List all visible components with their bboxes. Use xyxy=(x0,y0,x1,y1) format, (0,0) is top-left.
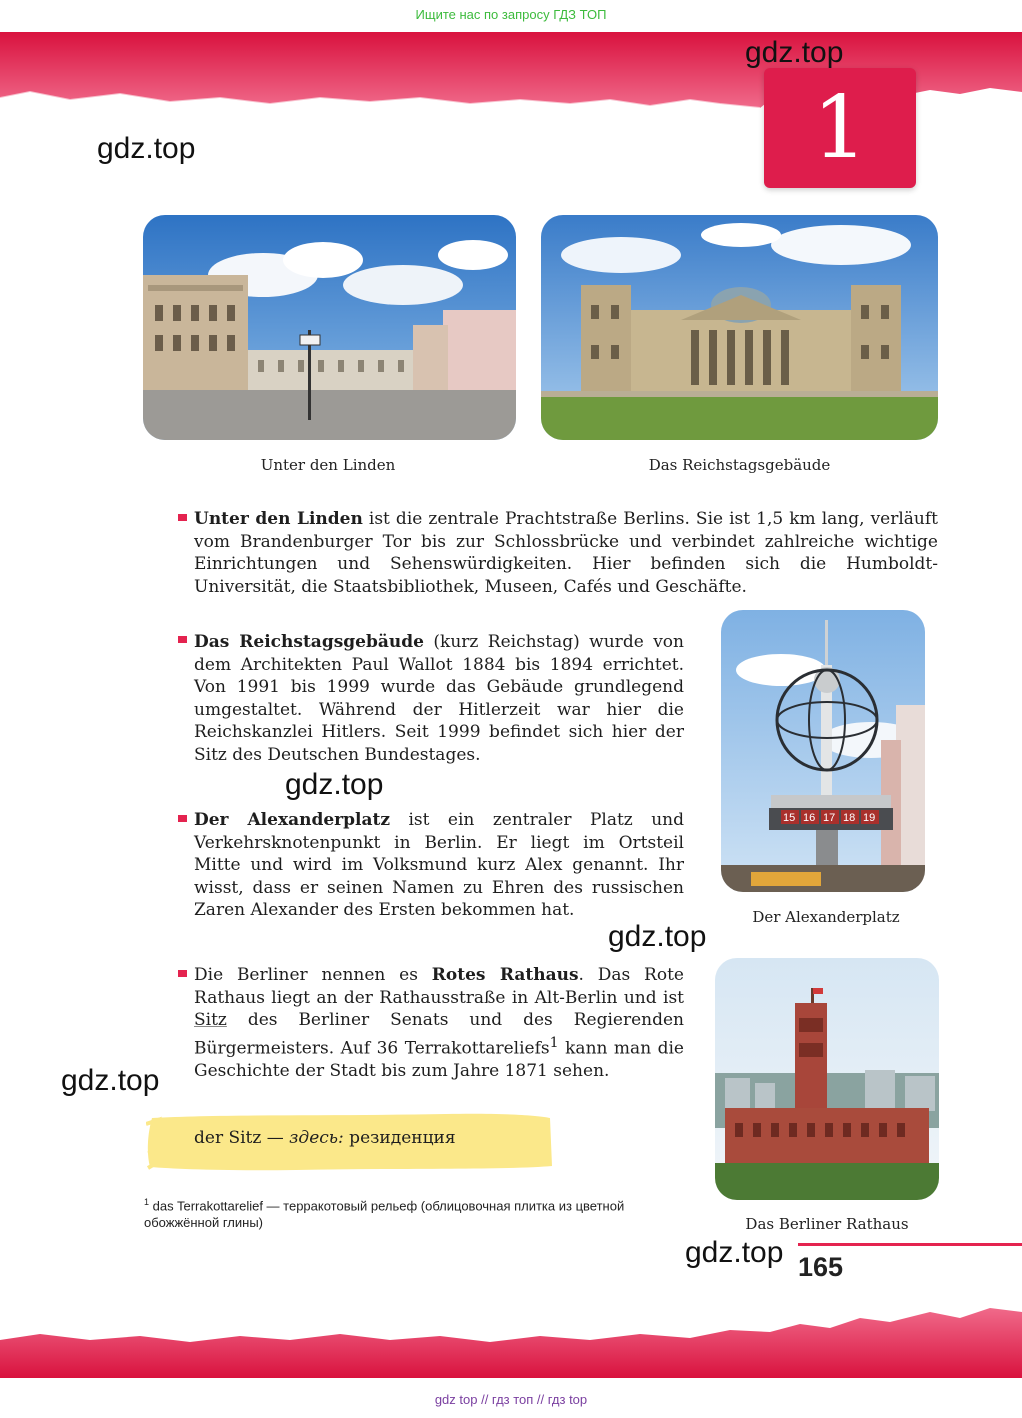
clock-digit: 18 xyxy=(843,812,856,824)
bottom-links[interactable]: gdz top // гдз топ // гдз top xyxy=(434,1392,588,1407)
bullet xyxy=(178,815,187,822)
watermark: gdz.top xyxy=(608,920,707,953)
caption-rathaus: Das Berliner Rathaus xyxy=(745,1215,909,1233)
clock-digit: 16 xyxy=(803,812,816,824)
caption-alexanderplatz: Der Alexanderplatz xyxy=(752,908,900,926)
bullet xyxy=(178,514,187,521)
reichstag-photo xyxy=(541,215,938,440)
caption-linden: Unter den Linden xyxy=(260,456,396,474)
watermark: gdz.top xyxy=(61,1064,160,1097)
paragraph-unter-den-linden: Unter den Linden ist die zentrale Prachtstraße Berlins. Sie ist 1,5 km lang, verläuft vom Brandenburger Tor bis zur Schlossbrücke und verbindet zahlreiche wichtige Einrichtungen und Sehenswürdigkeiten. Hier befinden sich die Humboldt-Universität, die Staatsbibliothek, Museen, Cafés und Geschäfte. xyxy=(194,509,939,597)
clock-digit: 15 xyxy=(783,812,796,824)
vocab-note: der Sitz — здесь: резиденция xyxy=(194,1128,456,1148)
search-banner: Ищите нас по запросу ГДЗ ТОП xyxy=(415,7,607,22)
bullet xyxy=(178,636,187,643)
bottom-decor-stripe xyxy=(0,1290,1022,1390)
chapter-badge: 1 xyxy=(764,68,916,188)
paragraph-alexanderplatz: Der Alexanderplatz ist ein zentraler Platz und Verkehrsknotenpunkt in Berlin. Er liegt im Ortsteil Mitte und wird im Volksmund kurz Alex genannt. Ihr wisst, dass er seinen Namen zu Ehren des russischen Zaren Alexander des Ersten bekommen hat. xyxy=(194,810,684,921)
caption-reichstag: Das Reichstagsgebäude xyxy=(648,456,831,474)
clock-digit: 17 xyxy=(823,812,836,824)
watermark: gdz.top xyxy=(685,1236,784,1269)
watermark: gdz.top xyxy=(97,132,196,165)
watermark: gdz.top xyxy=(285,768,384,801)
rotes-rathaus-photo xyxy=(715,958,939,1200)
page-number-rule xyxy=(798,1243,1022,1246)
page-number: 165 xyxy=(798,1252,844,1282)
unter-den-linden-photo xyxy=(143,215,516,440)
paragraph-reichstag: Das Reichstagsgebäude (kurz Reichstag) wurde von dem Architekten Paul Wallot 1884 bis 1894 errichtet. Von 1991 bis 1999 wurde das Gebäude grundlegend umgestaltet. Während der Hitlerzeit war hier die Reichskanzlei Hitlers. Seit 1999 befindet sich hier der Sitz des Deutschen Bundestages. xyxy=(194,632,684,765)
footnote: $^1$ das Terrakottarelief — терракотовый рельеф (облицовочная плитка из цветной обожжённой глины) xyxy=(144,1197,625,1231)
bullet xyxy=(178,970,187,977)
alexanderplatz-photo xyxy=(721,610,925,892)
paragraph-rathaus: Die Berliner nennen es Rotes Rathaus. Das Rote Rathaus liegt an der Rathausstraße in Alt-Berlin und ist Sitz des Berliner Senats und des Regierenden Bürgermeisters. Auf 36 Terrakottareliefs$^1$ kann man die Geschichte der Stadt bis zum Jahre 1871 sehen. xyxy=(194,965,684,1082)
clock-digit: 19 xyxy=(863,812,876,824)
watermark: gdz.top xyxy=(745,36,844,69)
